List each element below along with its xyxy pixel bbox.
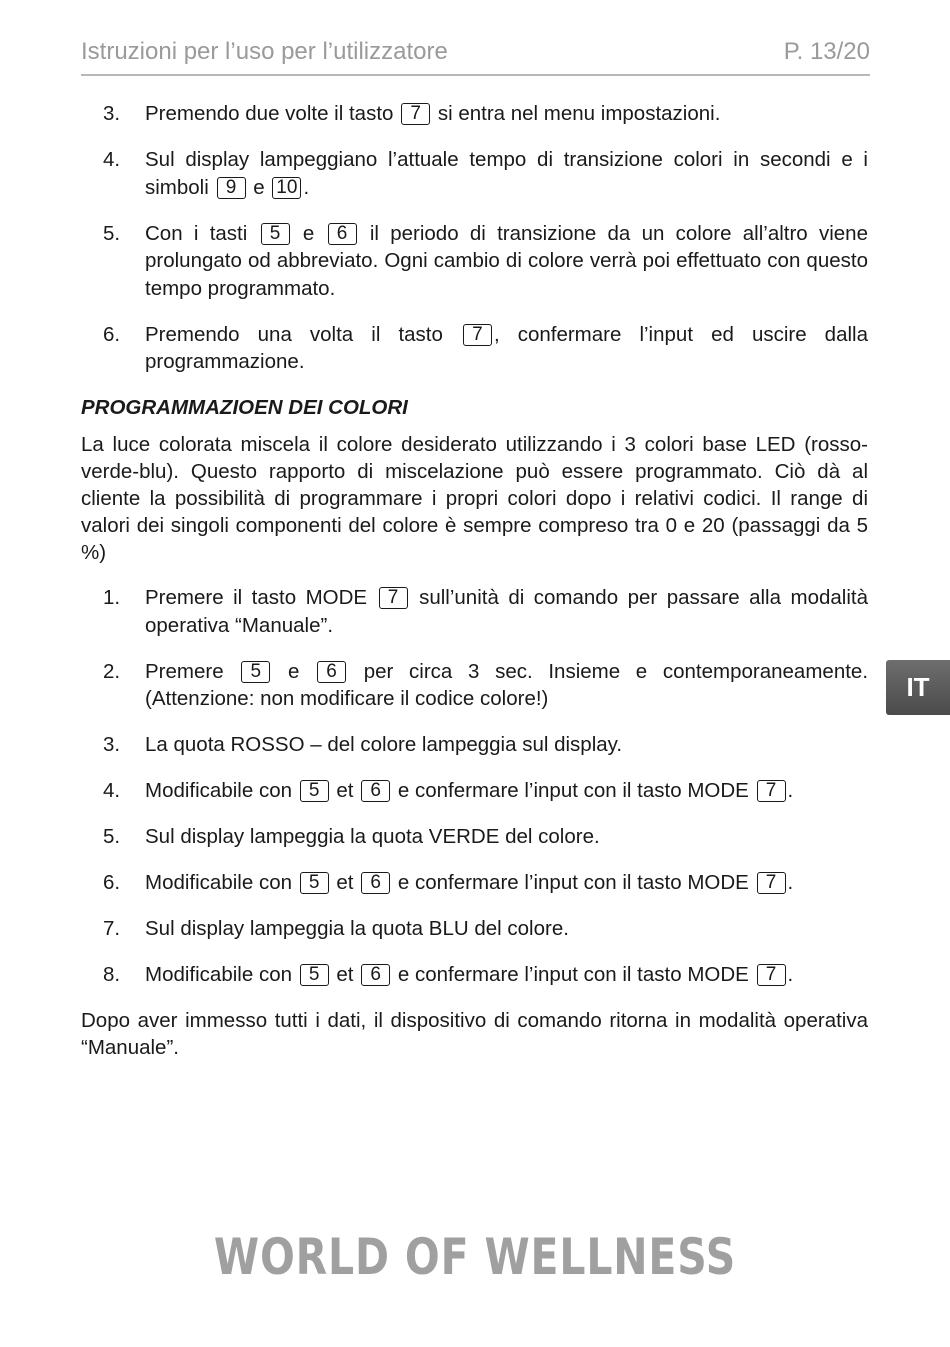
key-symbol-7: 7 (463, 324, 492, 346)
page-header (81, 36, 870, 76)
key-symbol-5: 5 (241, 661, 270, 683)
step-number: 3. (103, 102, 121, 125)
document-title: Istruzioni per l’uso per l’utilizzatore (81, 38, 448, 65)
step-number: 6. (103, 322, 121, 346)
step-number: 7. (103, 917, 121, 940)
step-number: 5. (103, 825, 121, 848)
key-symbol-6: 6 (328, 223, 357, 245)
key-symbol-5: 5 (300, 780, 329, 802)
settings-steps-list (81, 100, 868, 376)
intro-paragraph: La luce colorata miscela il colore desiderato utilizzando i 3 colori base LED (rosso-verde-blu). Questo rapporto di miscelazione può essere programmato. Ciò dà al cliente la possibilità di programmare i propri colori dopo i relativi codici. Il range di valori dei singoli componenti del colore è sempre compreso tra 0 e 20 (passaggi da 5 %) (81, 433, 868, 564)
key-symbol-6: 6 (361, 964, 390, 986)
key-symbol-7: 7 (757, 964, 786, 986)
key-symbol-6: 6 (361, 872, 390, 894)
key-symbol-5: 5 (300, 872, 329, 894)
list-item: 8. Modificabile con 5 et 6 e confermare l’input con il tasto MODE 7 . (81, 961, 868, 989)
step-number: 4. (103, 779, 121, 802)
step-number: 2. (103, 659, 121, 683)
step-number: 6. (103, 871, 121, 894)
key-symbol-6: 6 (361, 780, 390, 802)
list-item: 3. Premendo due volte il tasto 7 si entra nel menu impostazioni. (81, 100, 868, 128)
key-symbol-7: 7 (379, 587, 408, 609)
key-symbol-5: 5 (261, 223, 290, 245)
section-title: PROGRAMMAZIOEN DEI COLORI (81, 396, 408, 419)
page-number: P. 13/20 (783, 38, 870, 65)
key-symbol-7: 7 (401, 103, 430, 125)
step-number: 8. (103, 963, 121, 986)
list-item: 7. Sul display lampeggia la quota BLU del colore. (81, 915, 868, 943)
list-item: 4. Sul display lampeggiano l’attuale tempo di transizione colori in secondi e i simboli 9 e 10 . (103, 148, 868, 199)
key-symbol-9: 9 (217, 177, 246, 199)
language-tab: IT (886, 660, 950, 715)
color-programming-steps-list (81, 584, 868, 989)
step-number: 1. (103, 586, 121, 609)
key-symbol-5: 5 (300, 964, 329, 986)
list-item: 3. La quota ROSSO – del colore lampeggia sul display. (81, 731, 868, 759)
list-item: 5. Con i tasti 5 e 6 il periodo di transizione da un colore all’altro viene prolungato od abbreviato. Ogni cambio di colore verrà poi effettuato con questo tempo programmato. (103, 221, 868, 300)
key-symbol-7: 7 (757, 780, 786, 802)
list-item: 4. Modificabile con 5 et 6 e confermare l’input con il tasto MODE 7 . (81, 777, 868, 805)
list-item: 6. Modificabile con 5 et 6 e confermare l’input con il tasto MODE 7 . (81, 869, 868, 897)
list-item: 2. Premere 5 e 6 per circa 3 sec. Insieme e contemporaneamente. (Attenzione: non modificare il codice colore!) (103, 659, 869, 710)
page-content (81, 100, 868, 1079)
step-number: 5. (103, 221, 121, 245)
list-item: 6. Premendo una volta il tasto 7 , confermare l’input ed uscire dalla programmazione. (103, 322, 868, 373)
brand-logo-text: WORLD OF WELLNESS (213, 1228, 737, 1286)
list-item: 1. Premere il tasto MODE 7 sull’unità di comando per passare alla modalità operativa “Manuale”. (103, 586, 868, 637)
step-number: 3. (103, 733, 121, 756)
key-symbol-6: 6 (317, 661, 346, 683)
list-item: 5. Sul display lampeggia la quota VERDE del colore. (81, 823, 868, 851)
step-number: 4. (103, 148, 121, 171)
closing-paragraph: Dopo aver immesso tutti i dati, il dispositivo di comando ritorna in modalità operativa “Manuale”. (81, 1009, 868, 1059)
key-symbol-10: 10 (272, 177, 301, 199)
key-symbol-7: 7 (757, 872, 786, 894)
